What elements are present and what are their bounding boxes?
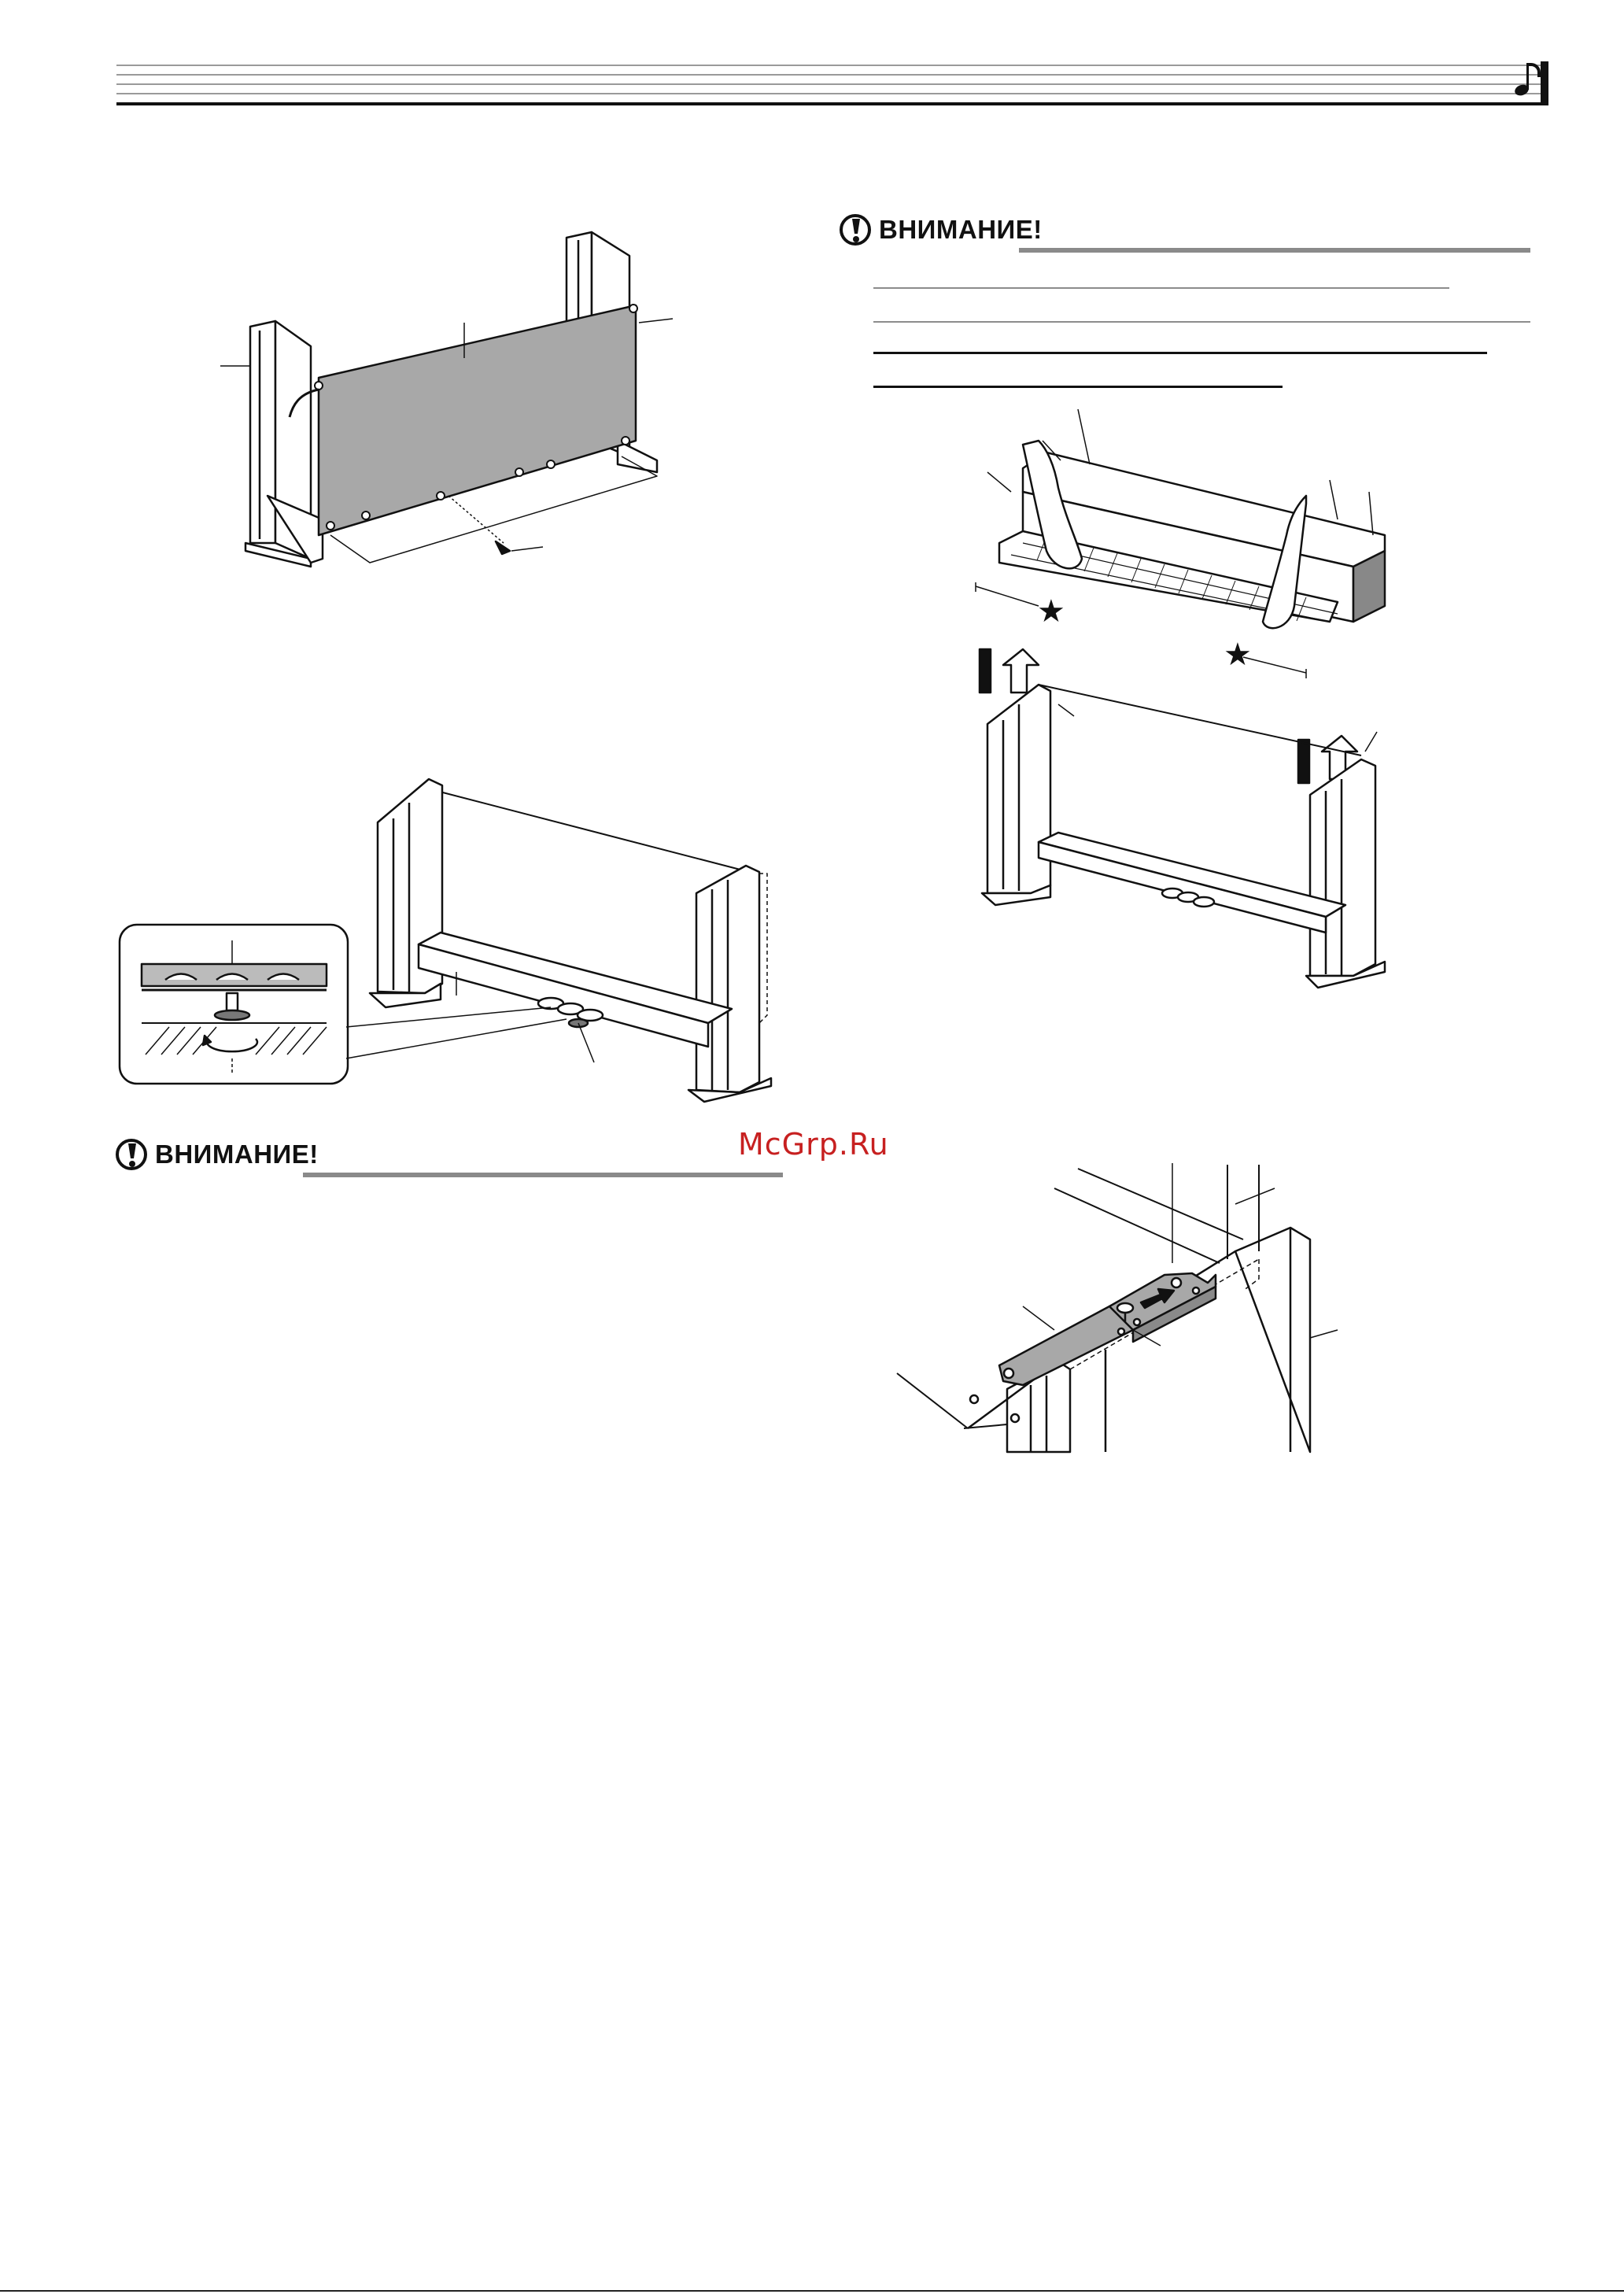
caution-title: ВНИМАНИЕ! — [155, 1140, 319, 1169]
caution-title: ВНИМАНИЕ! — [879, 215, 1043, 244]
svg-text:★: ★ — [1037, 593, 1065, 630]
page-footer-rule — [0, 2290, 1624, 2292]
watermark: McGrp.Ru — [738, 1127, 889, 1162]
svg-text:★: ★ — [1224, 637, 1252, 673]
